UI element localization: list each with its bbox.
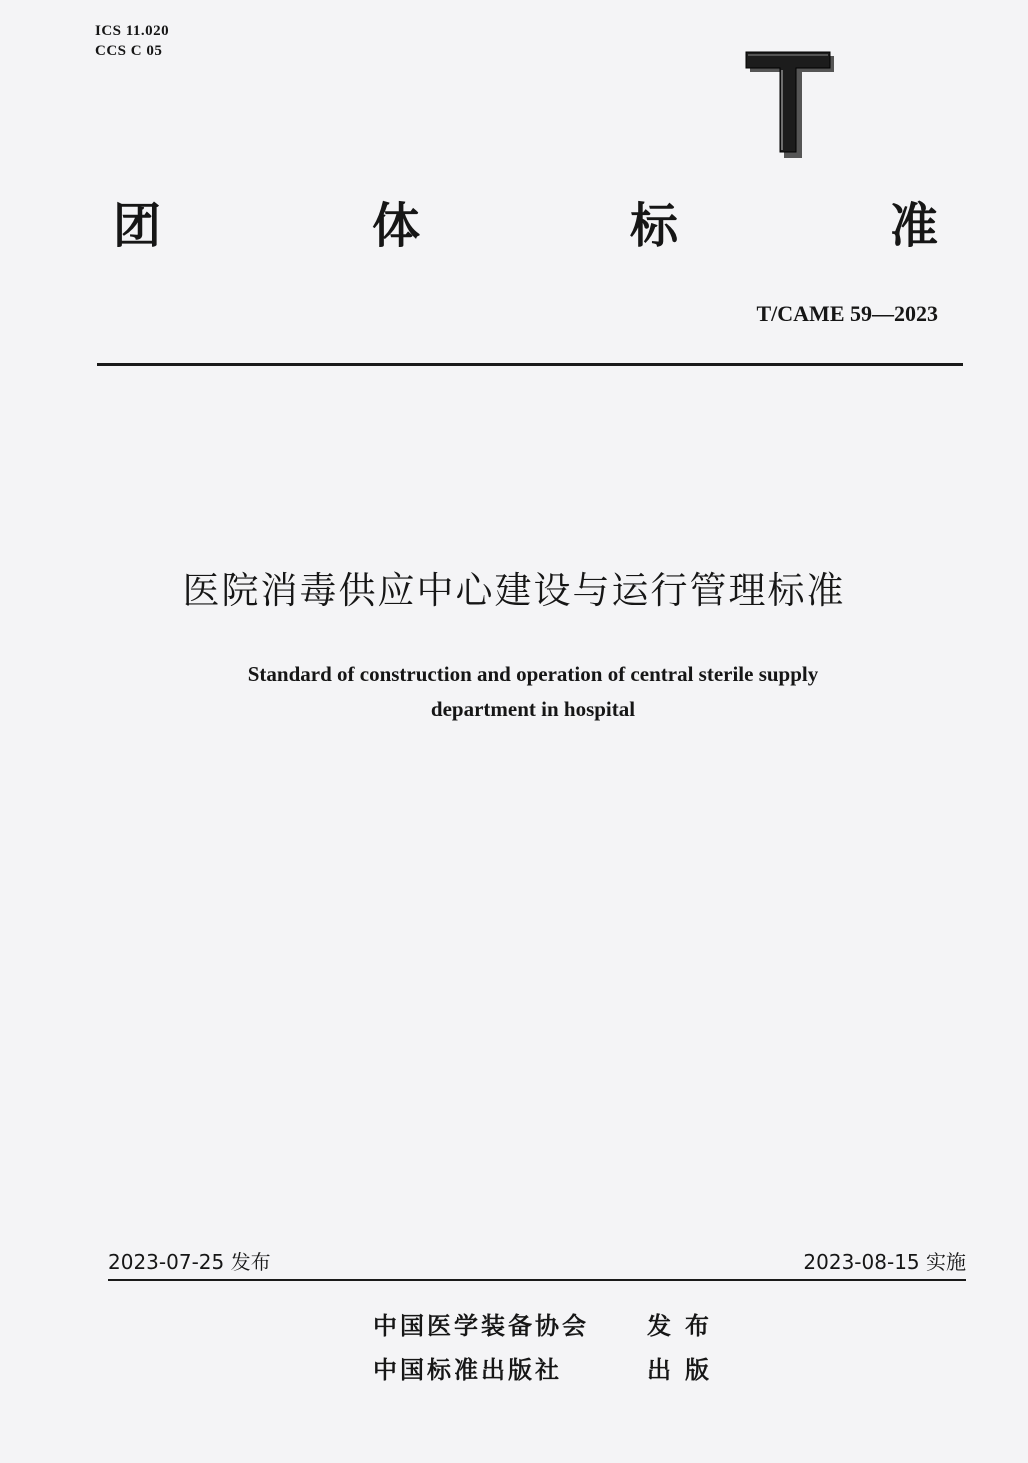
title-chinese: 医院消毒供应中心建设与运行管理标准 [182, 569, 846, 612]
issuer-action: 发布 [647, 1312, 723, 1340]
title-english-line-2: department in hospital [430, 697, 636, 721]
bottom-divider [108, 1279, 966, 1281]
issue-date: 2023-07-25 发布 [108, 1250, 271, 1274]
issuer-name: 中国医学装备协会 [373, 1312, 589, 1340]
ics-code: ICS 11.020 [95, 23, 170, 39]
publisher-action: 出版 [647, 1356, 723, 1384]
title-english-line-1: Standard of construction and operation of central sterile supply [247, 662, 819, 686]
implementation-date: 2023-08-15 实施 [803, 1250, 966, 1274]
standard-number: T/CAME 59—2023 [756, 301, 938, 326]
top-divider [97, 363, 963, 366]
standard-type-char-2: 体 [372, 198, 421, 254]
standard-type-char-4: 准 [890, 198, 939, 254]
ccs-code: CCS C 05 [95, 43, 163, 59]
group-standard-t-logo [738, 46, 834, 158]
standard-type-char-1: 团 [113, 198, 162, 254]
standard-type-char-3: 标 [630, 198, 679, 254]
publisher-name: 中国标准出版社 [373, 1356, 562, 1384]
